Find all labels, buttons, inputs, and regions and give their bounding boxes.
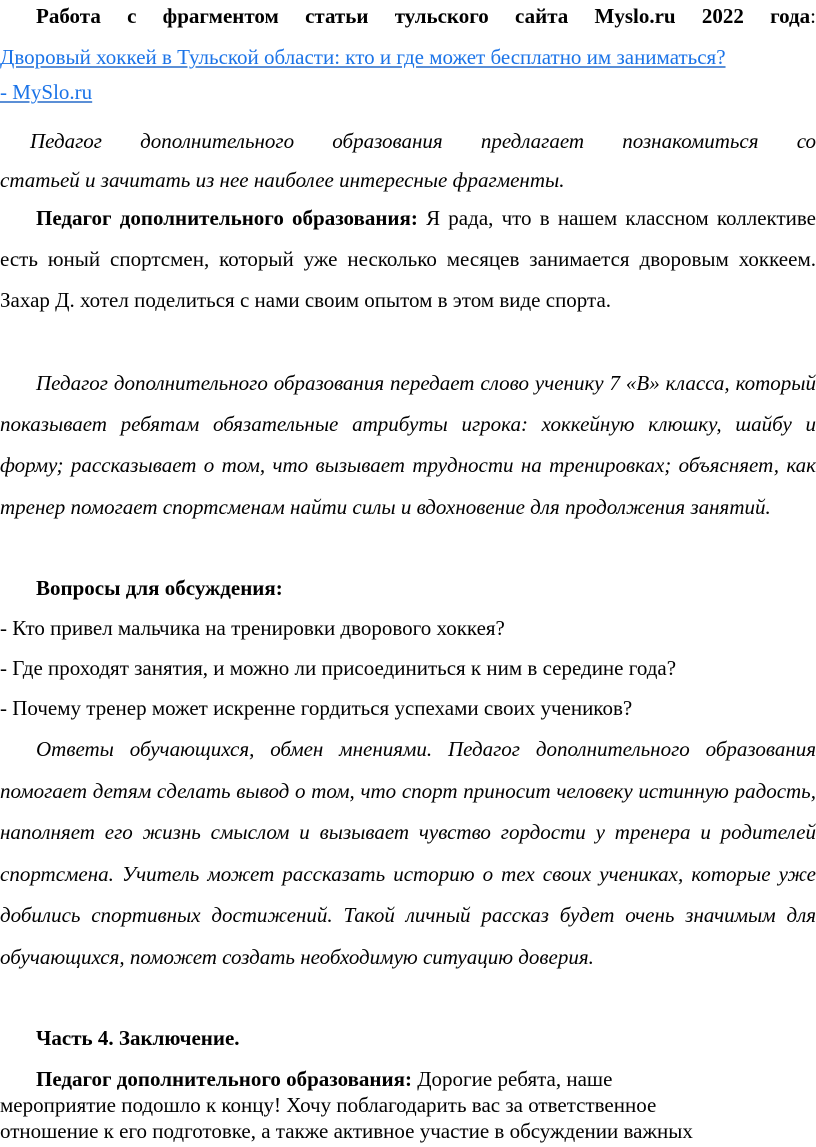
heading-line [0,0,816,37]
article-link[interactable]: Дворовый хоккей в Тульской области: кто и где может бесплатно им заниматься? [0,45,726,70]
article-link-line-2 [0,72,816,113]
article-link-source[interactable]: - MySlo.ru [0,80,93,105]
teacher-speech: Дорогие ребята, наше [411,1067,613,1091]
teacher-speaker-label: Педагог дополнительного образования: [36,1067,412,1091]
questions-title: Вопросы для обсуждения: [36,576,283,600]
question-item: - Кто привел мальчика на тренировки дворового хоккея? [0,616,505,640]
teacher-paragraph-2-line-3: отношение к его подготовке, а также активное участие в обсуждении важных [0,1119,693,1143]
pass-word-text: Педагог дополнительного образования передает слово ученику 7 «В» класса, который показывает ребятам обязательные атрибуты игрока: хоккейную клюшку, шайбу и форму; рассказывает о том, что вызывает трудности на тренировках; объясняет, как тренер помогает спортсменам найти силы и вдохновение для продолжения занятий. [0,371,816,519]
teacher-paragraph-1-text [0,198,816,322]
part4-title: Часть 4. Заключение. [36,1026,240,1050]
teacher-paragraph-2-line-1 [0,1066,790,1092]
article-link-line [0,37,816,78]
intro-line-1: Педагог дополнительного образования предлагает познакомиться со [30,129,816,153]
part4-heading-block [0,1018,816,1058]
question-item: - Почему тренер может искренне гордиться успехами своих учеников? [0,696,633,720]
teacher-paragraph-2 [0,1066,790,1144]
teacher-paragraph-1 [0,198,816,322]
intro-line-2: статьей и зачитать из нее наиболее интересные фрагменты. [0,168,565,193]
heading-colon: : [810,4,816,28]
teacher-paragraph-2-line-2: мероприятие подошло к концу! Хочу поблагодарить вас за ответственное [0,1093,657,1117]
teacher-speaker-label: Педагог дополнительного образования: [36,206,418,230]
question-item: - Где проходят занятия, и можно ли присоединиться к ним в середине года? [0,656,677,680]
intro-paragraph [0,121,816,201]
teacher-speech: Я рада, что в нашем классном коллективе есть юный спортсмен, который уже несколько месяцев занимается дворовым хоккеем. Захар Д. хотел поделиться с нами своим опытом в этом виде спорта. [0,206,816,313]
answers-paragraph [0,729,816,978]
discussion-questions [0,568,816,728]
heading-lead: Работа с фрагментом статьи тульского сайта Myslo.ru 2022 года [36,4,811,28]
pass-word-paragraph [0,363,816,528]
answers-text: Ответы обучающихся, обмен мнениями. Педагог дополнительного образования помогает детям сделать вывод о том, что спорт приносит человеку истинную радость, наполняет его жизнь смыслом и вызывает чувство гордости у тренера и родителей спортсмена. Учитель может рассказать историю о тех своих учениках, которые уже добились спортивных достижений. Такой личный рассказ будет очень значимым для обучающихся, поможет создать необходимую ситуацию доверия. [0,737,816,969]
article-heading [0,0,816,114]
